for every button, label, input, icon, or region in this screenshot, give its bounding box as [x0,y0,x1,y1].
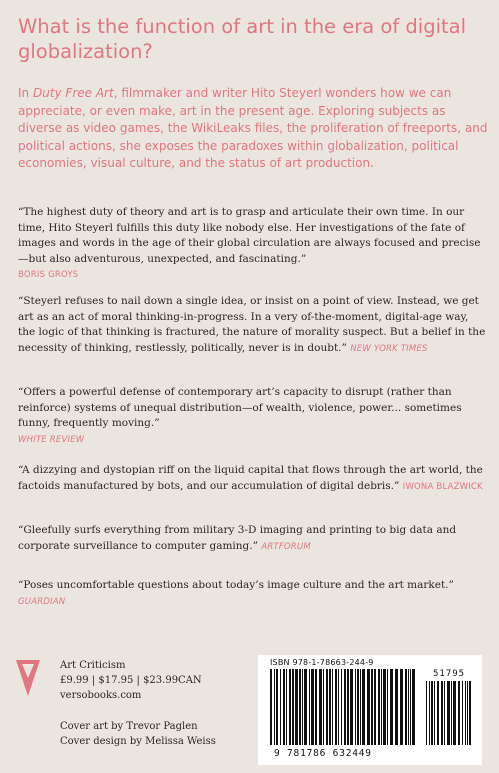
cover-credits [60,719,260,749]
barcode-bar [289,669,291,745]
blurb-text: “Gleefully surfs everything from military 3-D imaging and printing to big data and corporate surveillance to computer gaming.” [18,524,457,552]
website-label: versobooks.com [60,690,142,701]
barcode-bar [374,669,376,745]
barcode-bar [274,669,275,745]
price-label: £9.99 | $17.95 | $23.99CAN [60,675,202,686]
blurb [18,205,488,284]
barcode-bar [467,681,468,745]
barcode-bar [326,669,328,745]
blurb-source: IWONA BLAZWICK [402,481,483,492]
verso-logo-icon [16,660,40,696]
category-label: Art Criticism [60,660,126,671]
intro-paragraph [18,85,488,173]
blurb-text: “The highest duty of theory and art is to grasp and articulate their own time. In our time, Hito Steyerl fulfills this duty like nobody else. Her investigations of the fate of images and words in the age of their global circulation are always focused and precise—but also adventurous, unexpected, and fascinating.” [18,206,481,265]
barcode-bar [412,669,415,745]
barcode-bar [451,681,452,745]
barcode-bar [447,681,450,745]
cover-art-credit: Cover art by Trevor Paglen [60,721,198,732]
blurb-source: GUARDIAN [18,596,66,607]
barcode-bar [434,681,435,745]
isbn-label: ISBN 978-1-78663-244-9 [270,658,374,667]
barcode-bar [431,681,433,745]
blurb [18,523,488,555]
blurb-source: ARTFORUM [261,541,311,552]
barcode-bar [319,669,322,745]
barcode-bar [362,669,365,745]
barcode-bar [426,681,427,745]
barcode-bar [309,669,310,745]
barcode-panel [258,655,482,765]
barcode-bar [304,669,307,745]
blurb-text: “A dizzying and dystopian riff on the liquid capital that flows through the art world, the factoids manufactured by bots, and our accumulation of digital debris.” [18,464,483,492]
barcode-bar [332,669,333,745]
barcode-bar [280,669,281,745]
barcode-bar [383,669,386,745]
intro-post: , filmmaker and writer Hito Steyerl wonders how we can appreciate, or even make, art in the present age. Exploring subjects as diverse as video games, the WikiLeaks files, the proliferation of freeports, and political actions, she exposes the paradoxes within globalization, political economies, visual culture, and the status of art production. [18,86,488,170]
barcode-bar [329,669,331,745]
barcode-bar [338,669,339,745]
barcode-bar [350,669,353,745]
blurb-text: “Offers a powerful defense of contemporary art’s capacity to disrupt (rather than reinforce) systems of unequal distribution—of wealth, violence, power... sometimes funny, frequently moving.” [18,386,462,429]
barcode-bar [315,669,317,745]
barcode-bar [295,669,298,745]
barcode-bar [390,669,393,745]
blurb-text: “Steyerl refuses to nail down a single idea, or insist on a point of view. Instead, we get art as an act of moral thinking-in-progress. In a very of-the-moment, digital-age way, the logic of that thinking is fractured, the nature of morality suspect. But a belief in the necessity of thinking, restlessly, politically, never is in doubt.” [18,295,486,354]
price-code-label: 51795 [433,669,466,679]
blurb-source: BORIS GROYS [18,270,79,280]
barcode-bar [357,669,359,745]
blurb-source: WHITE REVIEW [18,434,85,445]
barcode-bar [367,669,370,745]
barcode-bar [286,669,287,745]
barcode-bar [458,681,460,745]
barcode-bar [429,681,430,745]
barcode-bar [355,669,356,745]
barcode-bar [381,669,382,745]
barcode-bar [292,669,294,745]
blurb [18,294,488,357]
barcode-bar [469,681,471,745]
barcode-bar [311,669,314,745]
barcode-bar [444,681,445,745]
barcode-bar [335,669,337,745]
barcode-bar [360,669,361,745]
intro-pre: In [18,86,33,100]
barcode-bar [371,669,373,745]
barcode-bar [441,681,443,745]
barcode-bar [323,669,324,745]
blurb-source: NEW YORK TIMES [350,343,428,354]
barcode-bar [387,669,388,745]
barcode-bar [408,669,409,745]
blurb-text: “Poses uncomfortable questions about today’s image culture and the art market.” [18,579,454,591]
barcode-bar [405,669,407,745]
barcode-bar [378,669,380,745]
barcode-bar [347,669,349,745]
barcode-bar [465,681,466,745]
barcode-bar [395,669,398,745]
barcode-bar [462,681,463,745]
ean-number: 9 781786 632449 [274,748,372,759]
barcode-bar [344,669,346,745]
headline: What is the function of art in the era of digital globalization? [18,15,467,63]
barcode-bar [302,669,303,745]
cover-design-credit: Cover design by Melissa Weiss [60,736,216,747]
barcode-bar [400,669,403,745]
publisher-info [60,658,250,703]
blurb [18,385,488,448]
barcode-bar [410,669,411,745]
barcode-bar [437,681,439,745]
blurb [18,463,488,495]
blurb [18,578,488,610]
intro-book-title: Duty Free Art [32,86,114,100]
barcode-bar [270,669,272,745]
barcode-bar [283,669,285,745]
barcode-bar [276,669,278,745]
barcode-bar [341,669,342,745]
barcode-bar [299,669,301,745]
barcode-bar [453,681,456,745]
